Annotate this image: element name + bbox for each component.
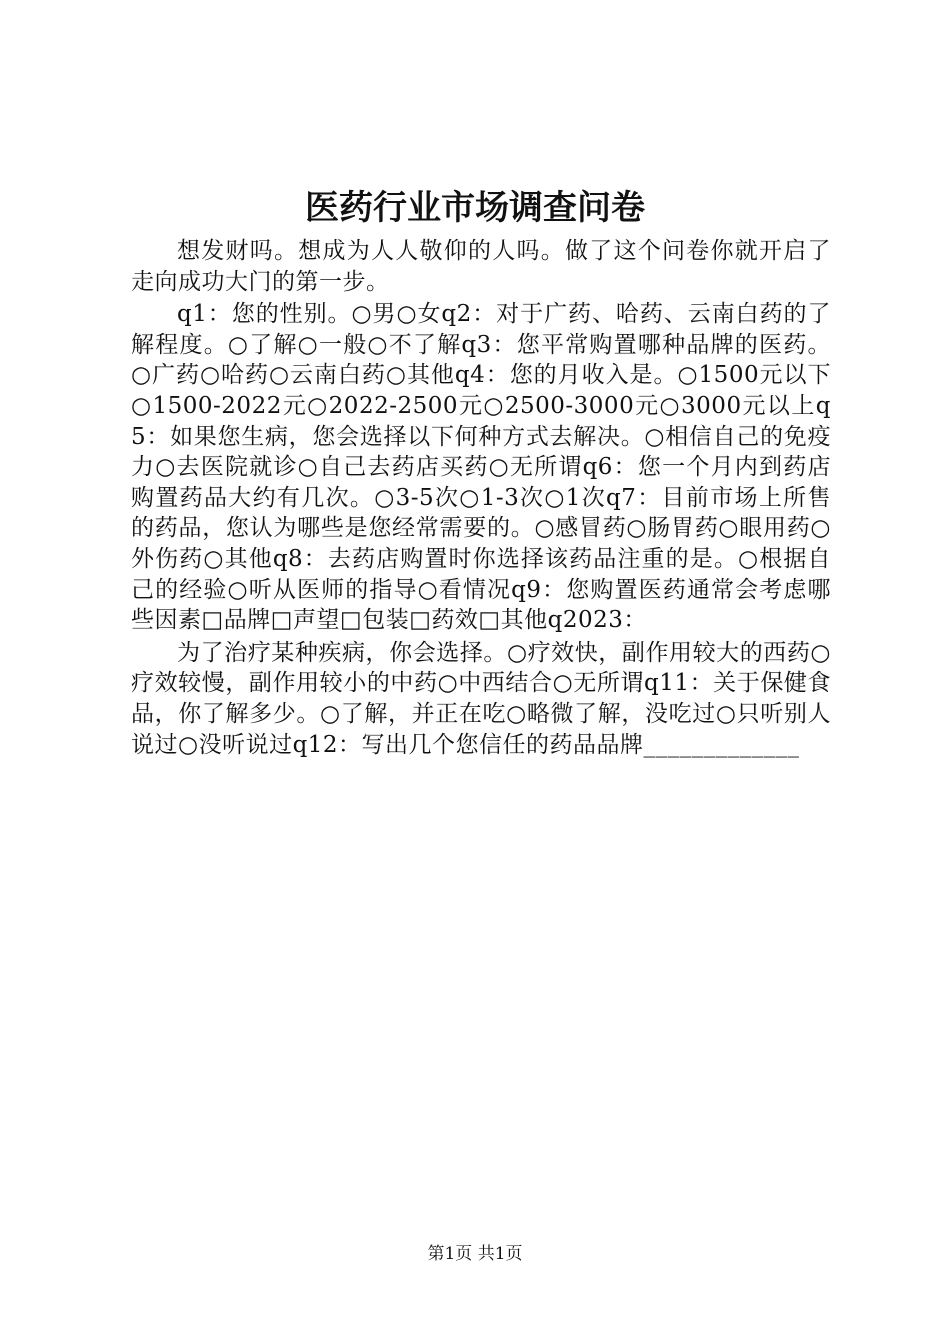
- questions-paragraph-2: 为了治疗某种疾病，你会选择。○疗效快，副作用较大的西药○疗效较慢，副作用较小的中药○中西结合○无所谓q11：关于保健食品，你了解多少。○了解，并正在吃○略微了解，没吃过○只听别人说过○没听说过q12：写出几个您信任的药品品牌_____________: [131, 639, 831, 758]
- questions-paragraph-1: q1：您的性别。○男○女q2：对于广药、哈药、云南白药的了解程度。○了解○一般○不了解q3：您平常购置哪种品牌的医药。○广药○哈药○云南白药○其他q4：您的月收入是。○1500元以下○1500-2022元○2022-2500元○2500-3000元○3000元以上q5：如果您生病，您会选择以下何种方式去解决。○相信自己的免疫力○去医院就诊○自己去药店买药○无所谓q6：您一个月内到药店购置药品大约有几次。○3-5次○1-3次○1次q7：目前市场上所售的药品，您认为哪些是您经常需要的。○感冒药○肠胃药○眼用药○外伤药○其他q8：去药店购置时你选择该药品注重的是。○根据自己的经验○听从医师的指导○看情况q9：您购置医药通常会考虑哪些因素□品牌□声望□包装□药效□其他q2023：: [131, 301, 831, 634]
- document-body: [131, 236, 831, 760]
- page-number-footer: 第1页 共1页: [427, 1244, 523, 1264]
- document-title: 医药行业市场调查问卷: [305, 188, 645, 228]
- intro-paragraph: 想发财吗。想成为人人敬仰的人吗。做了这个问卷你就开启了走向成功大门的第一步。: [131, 238, 831, 295]
